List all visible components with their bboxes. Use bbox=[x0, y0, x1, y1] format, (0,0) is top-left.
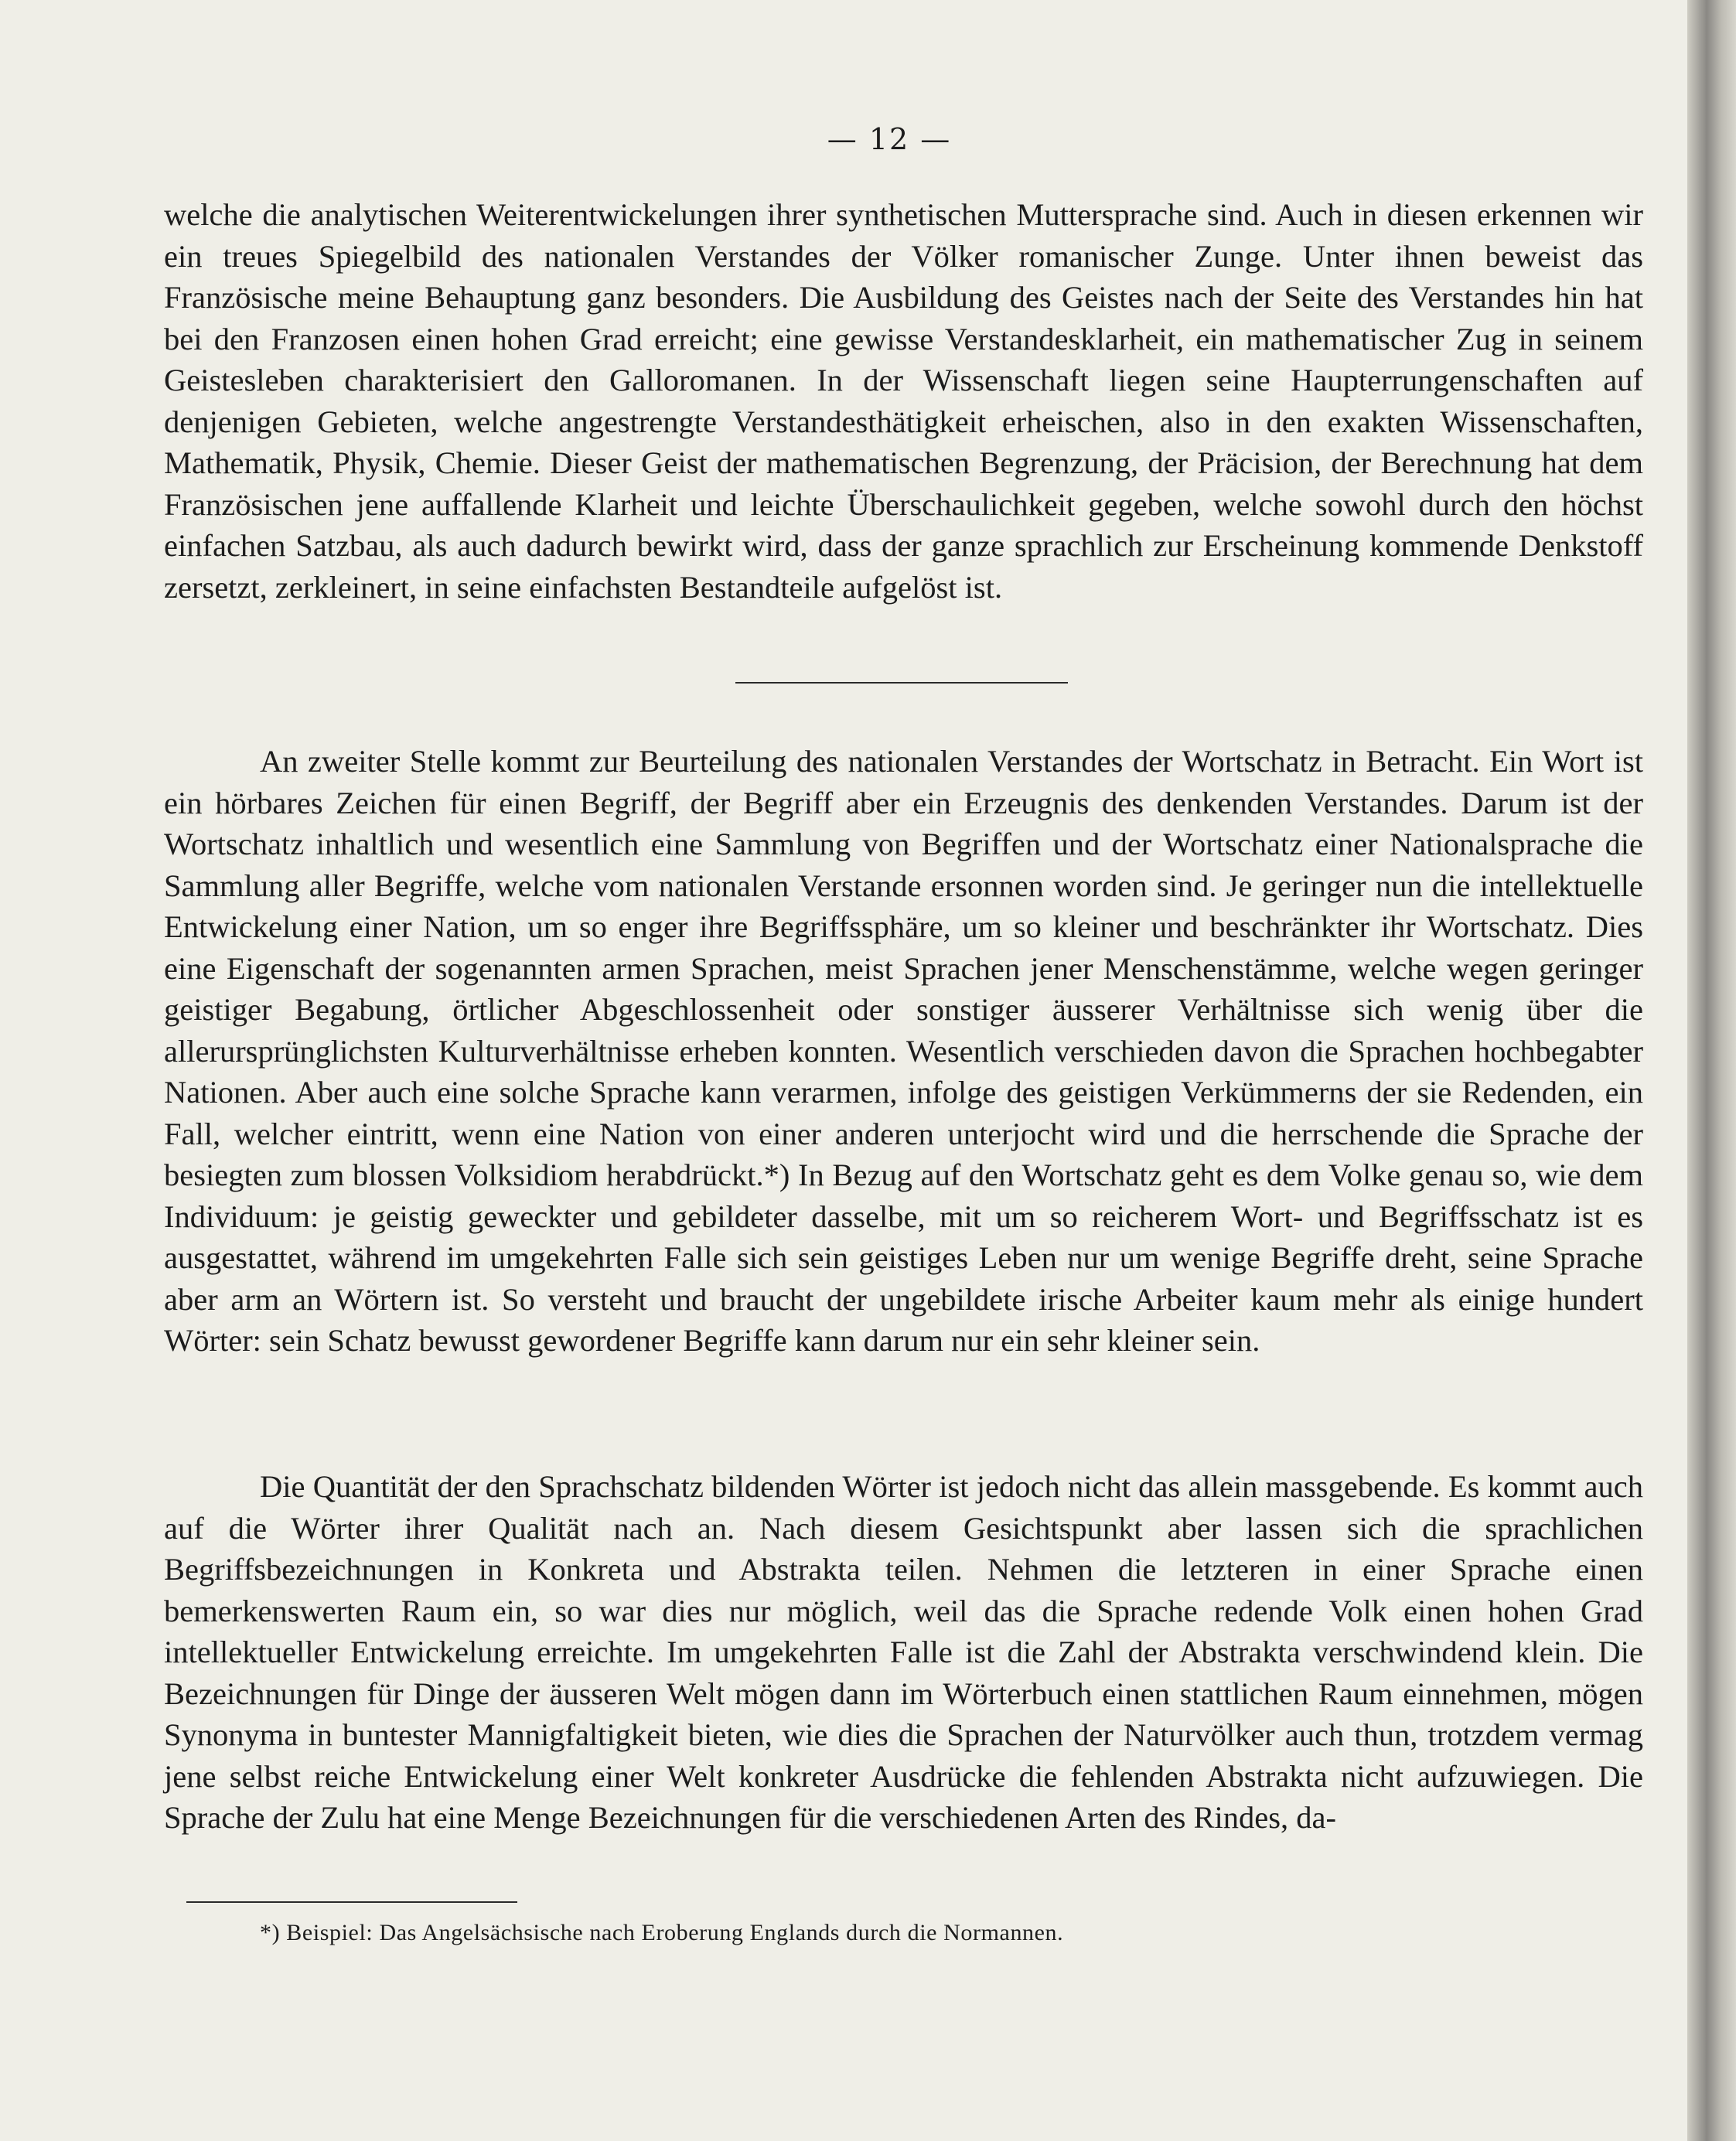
text-block-3 bbox=[164, 1466, 1643, 1839]
text-block-1 bbox=[164, 194, 1643, 608]
footnote: *) Beispiel: Das Angelsächsische nach Eroberung Englands durch die Normannen. bbox=[260, 1920, 1064, 1945]
paragraph-1: welche die analytischen Weiterentwickelungen ihrer synthetischen Muttersprache sind. Auch in diesen erkennen wir ein treues Spiegelbild des nationalen Verstandes der Völker romanischer Zunge. Unter ihnen beweist das Französische meine Behauptung ganz besonders. Die Ausbildung des Geistes nach der Seite des Verstandes hin hat bei den Franzosen einen hohen Grad erreicht; eine gewisse Verstandesklarheit, ein mathematischer Zug in seinem Geistesleben charakterisiert den Galloromanen. In der Wissenschaft liegen seine Haupterrungenschaften auf denjenigen Gebieten, welche angestrengte Verstandesthätigkeit erheischen, also in den exakten Wissenschaften, Mathematik, Physik, Chemie. Dieser Geist der mathematischen Begrenzung, der Präcision, der Berechnung hat dem Französischen jene auffallende Klarheit und leichte Überschaulichkeit gegeben, welche sowohl durch den höchst einfachen Satzbau, als auch dadurch bewirkt wird, dass der ganze sprachlich zur Erscheinung kommende Denkstoff zersetzt, zerkleinert, in seine einfachsten Bestandteile aufgelöst ist. bbox=[164, 197, 1643, 605]
paragraph-3: Die Quantität der den Sprachschatz bildenden Wörter ist jedoch nicht das allein massgebende. Es kommt auch auf die Wörter ihrer Qualität nach an. Nach diesem Gesichtspunkt aber lassen sich die sprachlichen Begriffsbezeichnungen in Konkreta und Abstrakta teilen. Nehmen die letzteren in einer Sprache einen bemerkenswerten Raum ein, so war dies nur möglich, weil das die Sprache redende Volk einen hohen Grad intellektueller Entwickelung erreichte. Im umgekehrten Falle ist die Zahl der Abstrakta verschwindend klein. Die Bezeichnungen für Dinge der äusseren Welt mögen dann im Wörterbuch einen stattlichen Raum einnehmen, mögen Synonyma in buntester Mannigfaltigkeit bieten, wie dies die Sprachen der Naturvölker auch thun, trotzdem vermag jene selbst reiche Entwickelung einer Welt konkreter Ausdrücke die fehlenden Abstrakta nicht aufzuwiegen. Die Sprache der Zulu hat eine Menge Bezeichnungen für die verschiedenen Arten des Rindes, da- bbox=[164, 1469, 1643, 1835]
page-number: — 12 — bbox=[827, 122, 952, 156]
paragraph-2: An zweiter Stelle kommt zur Beurteilung des nationalen Verstandes der Wortschatz in Betracht. Ein Wort ist ein hörbares Zeichen für einen Begriff, der Begriff aber ein Erzeugnis des denkenden Verstandes. Darum ist der Wortschatz inhaltlich und wesentlich eine Sammlung von Begriffen und der Wortschatz einer Nationalsprache die Sammlung aller Begriffe, welche vom nationalen Verstande ersonnen worden sind. Je geringer nun die intellektuelle Entwickelung einer Nation, um so enger ihre Begriffssphäre, um so kleiner und beschränkter ihr Wortschatz. Dies eine Eigenschaft der sogenannten armen Sprachen, meist Sprachen jener Menschenstämme, welche wegen geringer geistiger Begabung, örtlicher Abgeschlossenheit oder sonstiger äusserer Verhältnisse sich wenig über die allerursprünglichsten Kulturverhältnisse erheben konnten. Wesentlich verschieden davon die Sprachen hochbegabter Nationen. Aber auch eine solche Sprache kann verarmen, infolge des geistigen Verkümmerns der sie Redenden, ein Fall, welcher eintritt, wenn eine Nation von einer anderen unterjocht wird und die herrschende die Sprache der besiegten zum blossen Volksidiom herabdrückt.*) In Bezug auf den Wortschatz geht es dem Volke genau so, wie dem Individuum: je geistig geweckter und gebildeter dasselbe, mit um so reicherem Wort- und Begriffsschatz ist es ausgestattet, während im umgekehrten Falle sich sein geistiges Leben nur um wenige Begriffe dreht, seine Sprache aber arm an Wörtern ist. So versteht und braucht der ungebildete irische Arbeiter kaum mehr als einige hundert Wörter: sein Schatz bewusst gewordener Begriffe kann darum nur ein sehr kleiner sein. bbox=[164, 744, 1643, 1358]
section-divider bbox=[735, 682, 1068, 684]
book-gutter bbox=[1687, 0, 1736, 2141]
text-block-2 bbox=[164, 741, 1643, 1362]
footnote-divider bbox=[186, 1901, 517, 1903]
